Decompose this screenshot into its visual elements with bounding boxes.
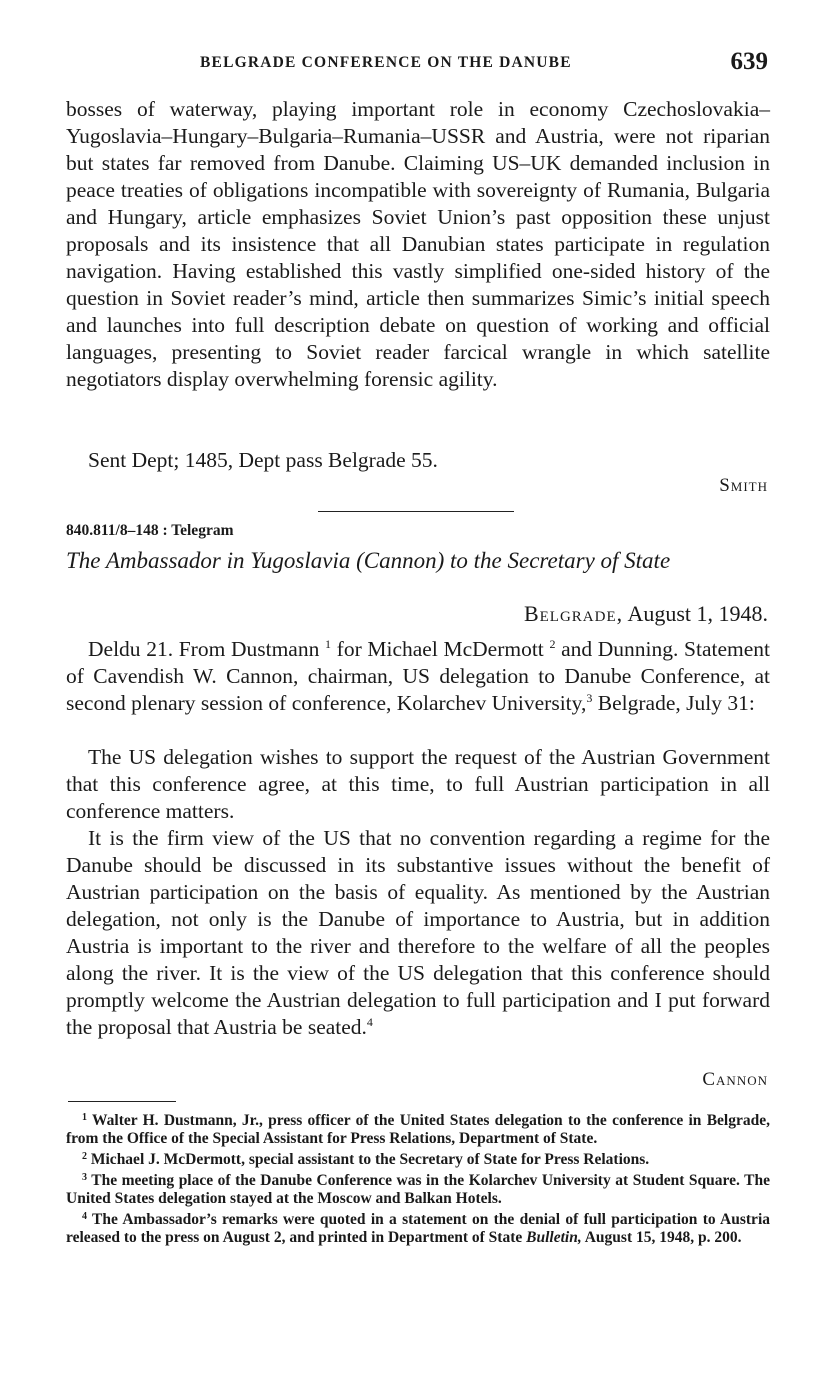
footnote-4-text-a: The Ambassador’s remarks were quoted in a statement on the denial of full participation to Austria released to the press on August 2, and printed in Department of State bbox=[66, 1211, 770, 1246]
footnote-ref-3: 3 bbox=[586, 691, 593, 705]
dateline-date: August 1, 1948. bbox=[627, 601, 768, 626]
footnotes bbox=[66, 1109, 770, 1247]
statement-paragraph-1: The US delegation wishes to support the request of the Austrian Government that this conference agree, at this time, to full Austrian participation in all conference matters. bbox=[66, 745, 770, 823]
footnote-4-text-b: August 15, 1948, p. 200. bbox=[584, 1229, 742, 1246]
footnote-4 bbox=[66, 1208, 770, 1247]
footnote-3-number: 3 bbox=[82, 1172, 87, 1183]
footnote-ref-1: 1 bbox=[325, 637, 331, 651]
telegram-intro bbox=[66, 636, 770, 717]
sent-line: Sent Dept; 1485, Dept pass Belgrade 55. bbox=[88, 448, 438, 472]
intro-part-a: Deldu 21. From Dustmann bbox=[88, 637, 320, 661]
running-title: BELGRADE CONFERENCE ON THE DANUBE bbox=[200, 54, 572, 71]
footnote-3 bbox=[66, 1169, 770, 1208]
footnote-ref-4: 4 bbox=[366, 1015, 373, 1029]
signature-smith: Smith bbox=[719, 475, 768, 496]
continued-paragraph: bosses of waterway, playing important role in economy Czechoslovakia–Yugoslavia–Hungary–Bulgaria–Rumania–USSR and Austria, were not riparian but states far removed from Danube. Claiming US–UK demanded inclusion in peace treaties of obligations incompatible with sovereignty of Rumania, Bulgaria and Hungary, article emphasizes Soviet Union’s past opposition these unjust proposals and its insistence that all Danubian states participate in regulation navigation. Having established this vastly simplified one-sided history of the question in Soviet reader’s mind, article then summarizes Simic’s initial speech and launches into full description debate on question of working and official languages, presenting to Soviet reader farcical wrangle in which satellite negotiators display overwhelming forensic agility. bbox=[66, 97, 770, 391]
dateline-place: Belgrade, bbox=[523, 601, 624, 626]
footnote-ref-2: 2 bbox=[549, 637, 556, 651]
document-title: The Ambassador in Yugoslavia (Cannon) to the Secretary of State bbox=[66, 548, 671, 573]
footnote-1-text: Walter H. Dustmann, Jr., press officer of the United States delegation to the conference in Belgrade, from the Office of the Special Assistant for Press Relations, Department of State. bbox=[66, 1112, 770, 1147]
footnote-1-number: 1 bbox=[82, 1112, 87, 1123]
dateline bbox=[524, 601, 768, 627]
signature-cannon: Cannon bbox=[702, 1069, 768, 1090]
footnote-2 bbox=[66, 1148, 770, 1169]
footnote-3-text: The meeting place of the Danube Conference was in the Kolarchev University at Student Square. The United States delegation stayed at the Moscow and Balkan Hotels. bbox=[66, 1172, 770, 1207]
statement-paragraph-2-text: It is the firm view of the US that no convention regarding a regime for the Danube should be discussed in its substantive issues without the benefit of Austrian participation on the basis of equality. As mentioned by the Austrian delegation, not only is the Danube of importance to Austria, but in addition Austria is important to the river and therefore to the welfare of all the peoples along the river. It is the view of the US delegation that this conference should promptly welcome the Austrian delegation to full participation and I put forward the proposal that Austria be seated. bbox=[66, 826, 770, 1039]
footnote-2-number: 2 bbox=[82, 1151, 87, 1162]
footnote-1 bbox=[66, 1109, 770, 1148]
section-divider bbox=[318, 511, 514, 512]
file-number: 840.811/8–148 : Telegram bbox=[66, 522, 234, 539]
page-number: 639 bbox=[730, 48, 768, 75]
footnote-2-text: Michael J. McDermott, special assistant to the Secretary of State for Press Relations. bbox=[90, 1151, 650, 1168]
footnote-rule bbox=[68, 1101, 176, 1102]
intro-part-b: for Michael McDermott bbox=[336, 637, 544, 661]
running-header bbox=[66, 50, 770, 80]
statement-paragraph-2 bbox=[66, 825, 770, 1041]
footnote-4-italic: Bulletin, bbox=[526, 1229, 582, 1246]
intro-part-d: Belgrade, July 31: bbox=[597, 691, 755, 715]
intro-part-c: and Dunning. Statement of Cavendish W. Cannon, chairman, US delegation to Danube Conference, at second plenary session of conference, Kolarchev University, bbox=[66, 637, 771, 715]
footnote-4-number: 4 bbox=[82, 1211, 87, 1222]
